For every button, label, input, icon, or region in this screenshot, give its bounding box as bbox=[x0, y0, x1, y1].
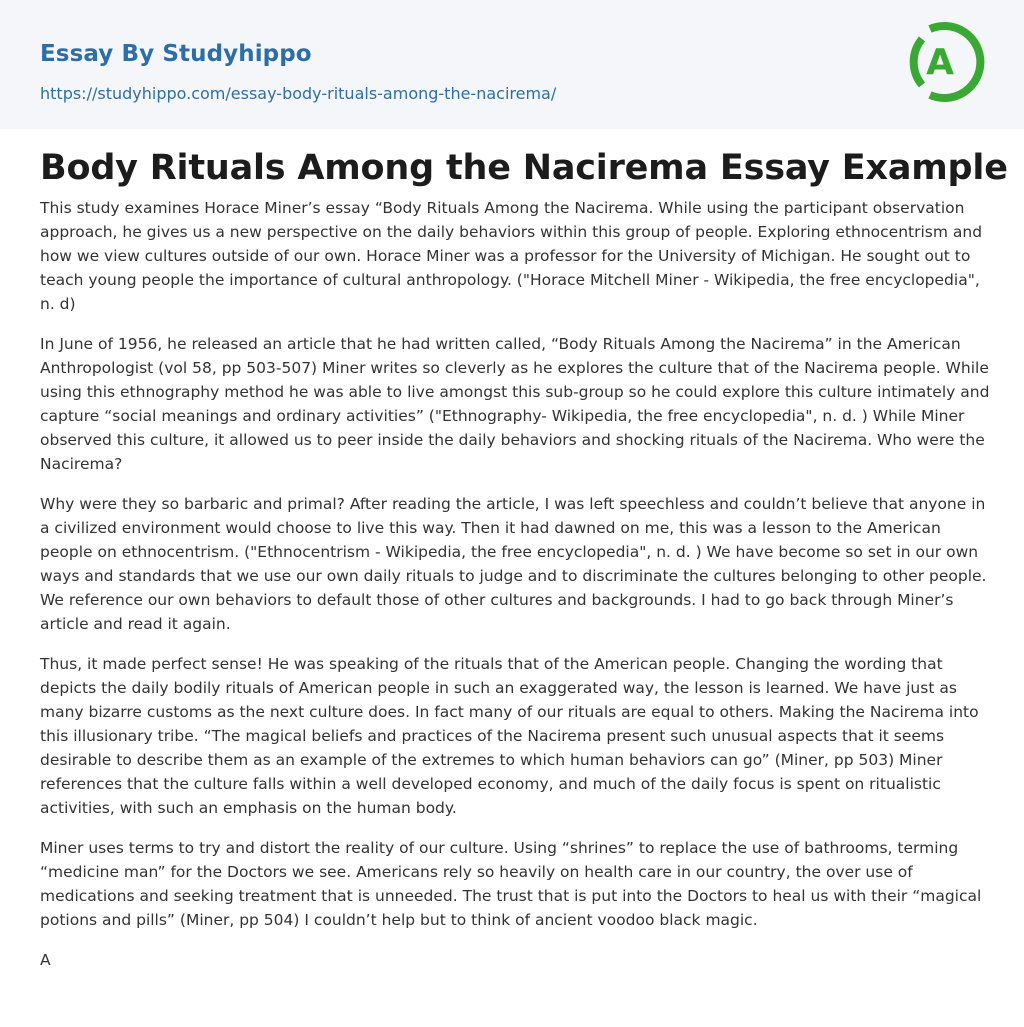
article-paragraph-truncated: A bbox=[40, 951, 51, 969]
article-paragraph: Miner uses terms to try and distort the reality of our culture. Using “shrines” to replace the use of bathrooms, terming “medicine man” for the Doctors we see. Americans rely so heavily on health care in our country, the over use of medications and seeking treatment that is unneeded. The trust that is put into the Doctors to heal us with their “magical potions and pills” (Miner, pp 504) I couldn’t help but to think of ancient voodoo black magic. bbox=[40, 839, 982, 929]
article-paragraph: Thus, it made perfect sense! He was speaking of the rituals that of the American people. Changing the wording that depicts the daily bodily rituals of American people in such an exaggerated way, the lesson is learned. We have just as many bizarre customs as the next culture does. In fact many of our rituals are equal to others. Making the Nacirema into this illusionary tribe. “The magical beliefs and practices of the Nacirema present such unusual aspects that it seems desirable to describe them as an example of the extremes to which human behaviors can go” (Miner, pp 503) Miner references that the culture falls within a well developed economy, and much of the daily focus is spent on ritualistic activities, with such an emphasis on the human body. bbox=[40, 655, 979, 817]
logo-letter: A bbox=[926, 42, 954, 83]
article-paragraph: This study examines Horace Miner’s essay “Body Rituals Among the Nacirema. While using the participant observation approach, he gives us a new perspective on the daily behaviors within this group of people. Exploring ethnocentrism and how we view cultures outside of our own. Horace Miner was a professor for the University of Michigan. He sought out to teach young people the importance of cultural anthropology. ("Horace Mitchell Miner - Wikipedia, the free encyclopedia", n. d) bbox=[40, 199, 983, 313]
studyhippo-logo-icon[interactable] bbox=[908, 17, 988, 107]
site-title: Essay By Studyhippo bbox=[40, 41, 312, 67]
article-url-link[interactable]: https://studyhippo.com/essay-body-rituals-among-the-nacirema/ bbox=[40, 84, 557, 103]
article-paragraph: In June of 1956, he released an article that he had written called, “Body Rituals Among the Nacirema” in the American Anthropologist (vol 58, pp 503-507) Miner writes so cleverly as he explores the culture that of the Nacirema people. While using this ethnography method he was able to live amongst this sub-group so he could explore this culture intimately and capture “social meanings and ordinary activities” ("Ethnography- Wikipedia, the free encyclopedia", n. d. ) While Miner observed this culture, it allowed us to peer inside the daily behaviors and shocking rituals of the Nacirema. Who were the Nacirema? bbox=[40, 335, 990, 473]
article-content bbox=[40, 144, 1008, 972]
article-title: Body Rituals Among the Nacirema Essay Example bbox=[40, 148, 1008, 188]
site-header bbox=[0, 0, 1024, 129]
article-paragraph: Why were they so barbaric and primal? After reading the article, I was left speechless and couldn’t believe that anyone in a civilized environment would choose to live this way. Then it had dawned on me, this was a lesson to the American people on ethnocentrism. ("Ethnocentrism - Wikipedia, the free encyclopedia", n. d. ) We have become so set in our own ways and standards that we use our own daily rituals to judge and to discriminate the cultures belonging to other people. We reference our own behaviors to default those of other cultures and backgrounds. I had to go back through Miner’s article and read it again. bbox=[40, 495, 987, 633]
